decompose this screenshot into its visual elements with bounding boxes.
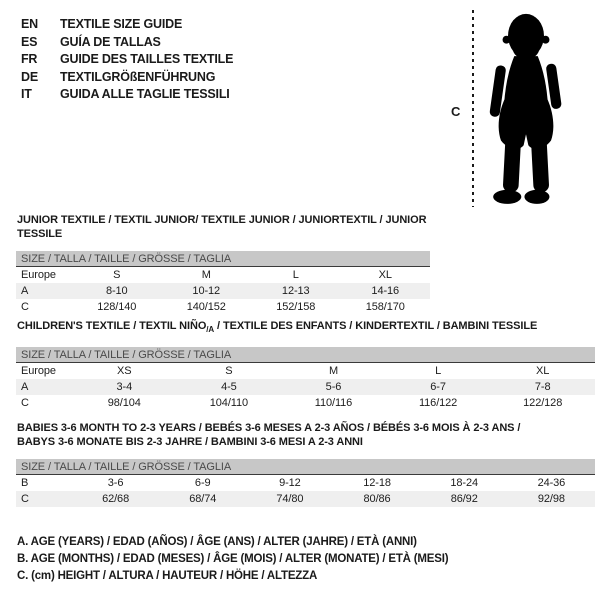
language-row [21,86,233,104]
value-cell: 128/140 [97,301,137,313]
size-row [16,283,430,299]
row-label: A [21,380,29,393]
measurement-notes [17,534,448,585]
table-heading: JUNIOR TEXTILE / TEXTIL JUNIOR/ TEXTILE JUNIOR / JUNIORTEXTIL / JUNIOR TESSILE [17,214,427,240]
table-heading [17,422,595,449]
size-bar: SIZE / TALLA / TAILLE / GRÖSSE / TAGLIA [16,347,595,363]
value-cell: 12-13 [281,285,310,297]
guide-title: GUIDA ALLE TAGLIE TESSILI [60,87,230,101]
guide-title: TEXTILGRÖßENFÜHRUNG [60,69,216,84]
language-title-list [21,16,233,104]
value-cell: 6-9 [194,477,211,489]
language-row [21,16,233,34]
row-label: C [21,396,29,409]
column-header-row [16,363,595,379]
size-header-cell: XL [536,364,550,377]
language-row [21,69,233,87]
size-grid [16,475,595,507]
value-cell: 86/92 [450,493,478,505]
size-header-cell: M [328,364,339,377]
language-code: ES [21,34,38,49]
note-age-years: A. AGE (YEARS) / EDAD (AÑOS) / ÂGE (ANS) / ALTER (JAHRE) / ETÀ (ANNI) [17,536,417,548]
language-row [21,51,233,69]
size-row [16,299,430,315]
heading-text: CHILDREN'S TEXTILE / TEXTIL NIÑO [17,320,207,332]
size-bar: SIZE / TALLA / TAILLE / GRÖSSE / TAGLIA [16,251,430,267]
value-cell: 158/170 [365,301,405,313]
row-label: B [21,477,29,489]
language-row [21,34,233,52]
value-cell: 10-12 [192,285,221,297]
heading-text: BABYS 3-6 MONATE BIS 2-3 JAHRE / BAMBINI 3-6 MESI A 2-3 ANNI [17,435,363,448]
value-cell: 122/128 [523,396,563,409]
measurement-figure [443,6,600,212]
size-header-cell: M [201,269,211,281]
value-cell: 24-36 [537,477,566,489]
size-header-cell: XL [378,269,392,281]
row-label: A [21,285,29,297]
value-cell: 14-16 [371,285,400,297]
height-measure-label: C [451,104,461,119]
heading-text: BABIES 3-6 MONTH TO 2-3 YEARS / BEBÉS 3-6 MESES A 2-3 AÑOS / BÉBÉS 3-6 MOIS À 2-3 ANS / [17,422,521,434]
heading-text: / TEXTILE DES ENFANTS / KINDERTEXTIL / BAMBINI TESSILE [214,320,538,332]
note-height-cm: C. (cm) HEIGHT / ALTURA / HAUTEUR / HÖHE / ALTEZZA [17,570,318,582]
row-label: Europe [21,269,56,281]
size-header-cell: L [435,364,442,377]
guide-title: GUÍA DE TALLAS [60,34,161,49]
value-cell: 3-4 [116,380,133,393]
junior-textile-table [16,214,430,315]
size-header-cell: S [113,269,121,281]
size-header-cell: L [292,269,299,281]
value-cell: 98/104 [107,396,141,409]
value-cell: 62/68 [102,493,130,505]
value-cell: 3-6 [107,477,124,489]
value-cell: 104/110 [209,396,249,409]
size-header-cell: XS [117,364,132,377]
size-header-cell: S [225,364,233,377]
value-cell: 110/116 [314,396,353,409]
value-cell: 7-8 [534,380,551,393]
size-row [16,475,595,491]
value-cell: 116/122 [418,396,458,409]
size-row [16,379,595,395]
value-cell: 152/158 [276,301,316,313]
value-cell: 4-5 [221,380,237,393]
size-row [16,491,595,507]
value-cell: 80/86 [363,493,391,505]
guide-title: TEXTILE SIZE GUIDE [60,17,183,31]
value-cell: 9-12 [279,477,301,489]
value-cell: 92/98 [537,493,565,505]
language-code: FR [21,52,38,66]
value-cell: 68/74 [189,493,217,505]
toddler-silhouette [483,10,569,207]
note-age-months: B. AGE (MONTHS) / EDAD (MESES) / ÂGE (MOIS) / ALTER (MONATE) / ETÀ (MESI) [17,553,449,565]
row-label: C [21,493,29,505]
size-row [16,395,595,411]
value-cell: 5-6 [325,380,342,393]
row-label: C [21,301,29,313]
value-cell: 140/152 [186,301,226,313]
value-cell: 12-18 [363,477,391,489]
value-cell: 8-10 [105,285,128,297]
size-bar: SIZE / TALLA / TAILLE / GRÖSSE / TAGLIA [16,459,595,475]
value-cell: 6-7 [430,380,446,393]
value-cell: 74/80 [276,493,304,505]
childrens-textile-table [16,320,595,411]
value-cell: 18-24 [450,477,479,489]
row-label: Europe [21,364,56,377]
heading-subscript: /A [206,325,215,335]
guide-title: GUIDE DES TAILLES TEXTILE [60,52,234,66]
size-grid [16,267,430,315]
language-code: EN [21,17,38,31]
language-code: IT [21,87,32,101]
size-grid [16,363,595,411]
babies-textile-table [16,422,595,507]
column-header-row [16,267,430,283]
language-code: DE [21,69,38,84]
height-dashed-line [472,10,474,207]
table-heading [17,320,595,337]
